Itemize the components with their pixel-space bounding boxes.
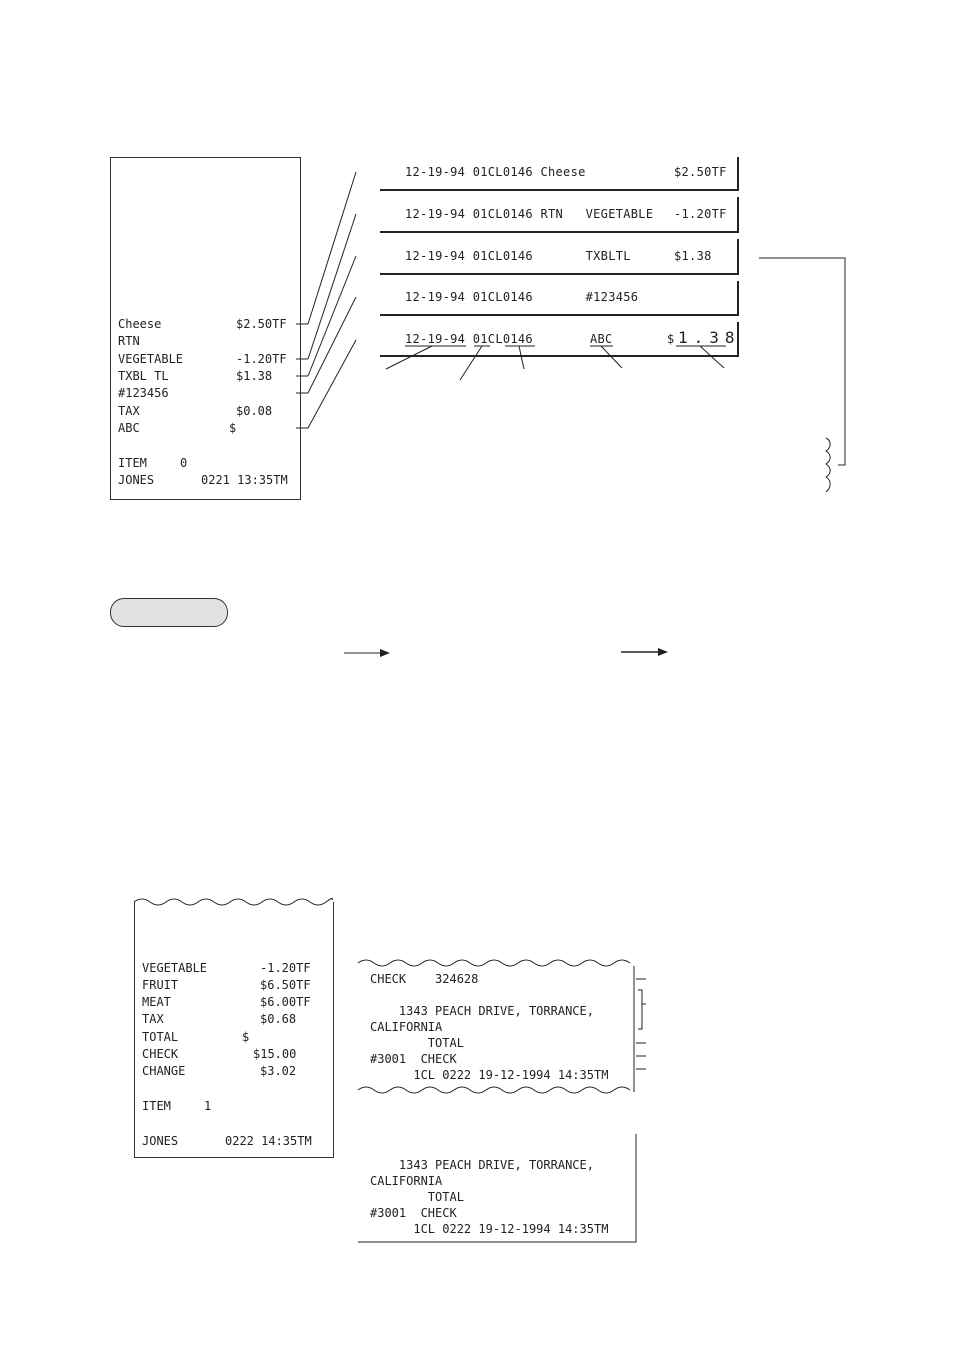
receipt-line-value: $0.68 <box>260 1012 297 1026</box>
receipt-footer: 0221 13:35TM <box>201 473 288 487</box>
slip-date: 12-19-94 <box>405 165 466 179</box>
slip-code: 01CL0146 <box>472 290 533 304</box>
endorse-line: #3001 CHECK <box>370 1206 457 1220</box>
check-line: 1CL 0222 19-12-1994 14:35TM <box>370 1068 609 1082</box>
receipt-line-label: RTN <box>118 334 140 348</box>
receipt-line-label: VEGETABLE <box>118 352 184 366</box>
receipt-line-value: $ <box>242 1030 250 1044</box>
receipt-line-label: ABC <box>118 421 140 435</box>
receipt-line-value: -1.20TF <box>260 961 311 975</box>
receipt-line-label: TOTAL <box>142 1030 179 1044</box>
receipt-line-label: MEAT <box>142 995 171 1009</box>
check-line: CALIFORNIA <box>370 1020 443 1034</box>
receipt-item-label: ITEM <box>118 456 147 470</box>
receipt-clerk: JONES <box>118 473 155 487</box>
slip-strip-frames <box>380 157 738 356</box>
slip-date: 12-19-94 <box>405 207 466 221</box>
slip-code-a: 01 <box>472 332 488 346</box>
slip-text: ABC <box>590 332 613 346</box>
slip-code-b: CL <box>487 332 503 346</box>
check-annotations <box>636 979 646 1069</box>
receipt-item-count: 0 <box>180 456 188 470</box>
right-bracket <box>759 258 845 492</box>
check-line: CHECK 324628 <box>370 972 479 986</box>
receipt-line-label: TXBL TL <box>118 369 169 383</box>
leader-lines <box>296 172 356 428</box>
slip-code: 01CL0146 <box>472 165 533 179</box>
check-line: 1343 PEACH DRIVE, TORRANCE, <box>370 1004 594 1018</box>
slip-code-c: 0146 <box>502 332 533 346</box>
endorse-frame <box>358 1134 636 1242</box>
slip-amount: $2.50TF <box>674 165 727 179</box>
endorse-line: CALIFORNIA <box>370 1174 443 1188</box>
receipt-line-value: $0.08 <box>236 404 273 418</box>
slip-amount-large: 1.38 <box>678 328 741 347</box>
receipt-line-value: $6.00TF <box>260 995 311 1009</box>
slip-amount: $1.38 <box>674 249 712 263</box>
receipt-line-label: VEGETABLE <box>142 961 208 975</box>
check-tear-bottom <box>358 1087 630 1093</box>
receipt-line-value: $6.50TF <box>260 978 311 992</box>
slip-date: 12-19-94 <box>405 332 466 346</box>
endorse-line: 1CL 0222 19-12-1994 14:35TM <box>370 1222 609 1236</box>
slip-date: 12-19-94 <box>405 290 466 304</box>
receipt-line-label: CHANGE <box>142 1064 186 1078</box>
receipt-item-count: 1 <box>204 1099 212 1113</box>
slip-currency: $ <box>667 332 675 346</box>
endorse-line: TOTAL <box>370 1190 464 1204</box>
slip-text: RTN VEGETABLE <box>540 207 654 221</box>
receipt-line-value: $15.00 <box>253 1047 297 1061</box>
receipt-line-value: $ <box>229 421 237 435</box>
receipt-line-label: TAX <box>118 404 140 418</box>
receipt-line-label: #123456 <box>118 386 169 400</box>
slip-code: 01CL0146 <box>472 207 533 221</box>
receipt-line-label: FRUIT <box>142 978 179 992</box>
check-line: #3001 CHECK <box>370 1052 457 1066</box>
slip-code: 01CL0146 <box>472 249 533 263</box>
receipt-line-label: Cheese <box>118 317 162 331</box>
slip-amount: -1.20TF <box>674 207 727 221</box>
receipt-clerk: JONES <box>142 1134 179 1148</box>
check-line: TOTAL <box>370 1036 464 1050</box>
check-tear-top <box>358 960 630 966</box>
flow-arrows <box>344 648 668 657</box>
receipt-line-value: -1.20TF <box>236 352 287 366</box>
receipt-line-value: $3.02 <box>260 1064 297 1078</box>
receipt-tear-top <box>134 898 332 905</box>
slip-text: Cheese <box>540 165 586 179</box>
slip-text: TXBLTL <box>540 249 631 263</box>
receipt-line-value: $1.38 <box>236 369 273 383</box>
slip-text: #123456 <box>540 290 639 304</box>
receipt-line-label: TAX <box>142 1012 164 1026</box>
endorse-line: 1343 PEACH DRIVE, TORRANCE, <box>370 1158 594 1172</box>
receipt-line-value: $2.50TF <box>236 317 287 331</box>
receipt-line-label: CHECK <box>142 1047 179 1061</box>
slip-date: 12-19-94 <box>405 249 466 263</box>
slip-pointers <box>386 346 724 380</box>
receipt-item-label: ITEM <box>142 1099 171 1113</box>
receipt-footer: 0222 14:35TM <box>225 1134 312 1148</box>
